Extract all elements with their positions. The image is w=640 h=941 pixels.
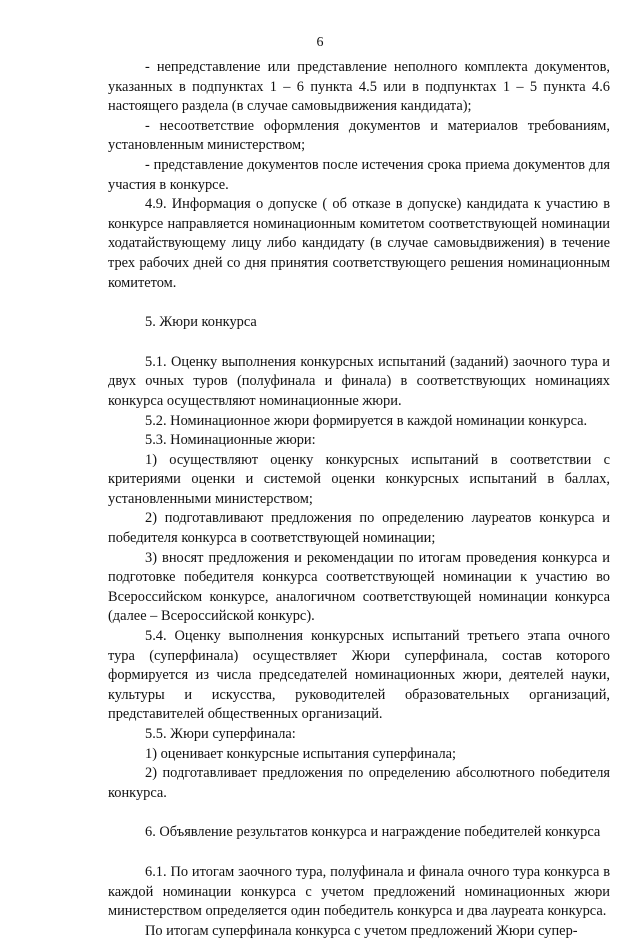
paragraph: 5.3. Номинационные жюри:: [145, 432, 316, 449]
document-body: [108, 58, 610, 941]
paragraph: 2) подготавливает предложения по определению абсолютного победителя конкурса.: [108, 765, 610, 801]
section-heading: 5. Жюри конкурса: [145, 314, 257, 331]
paragraph: 5.1. Оценку выполнения конкурсных испытаний (заданий) заочного тура и двух очных туров (полуфинала и финала) в соответствующих номинациях конкурса осуществляют номинационные жюри.: [108, 353, 610, 409]
paragraph: 4.9. Информация о допуске ( об отказе в допуске) кандидата к участию в конкурсе направляется номинационным комитетом соответствующей номинации ходатайствующему лицу либо кандидату (в случае самовыдвижения) в течение трех рабочих дней со дня принятия соответствующего решения номинационным комитетом.: [108, 196, 610, 291]
paragraph: 5.4. Оценку выполнения конкурсных испытаний третьего этапа очного тура (суперфинала) осуществляет Жюри суперфинала, состав которого формируется из числа председателей номинационных жюри, деятелей науки, культуры и искусства, руководителей образовательных организаций, представителей общественных организаций.: [108, 628, 610, 723]
paragraph: 2) подготавливают предложения по определению лауреатов конкурса и победителя конкурса в соответствующей номинации;: [108, 510, 610, 547]
spacer: [108, 333, 610, 353]
spacer: [108, 293, 610, 313]
paragraph: 3) вносят предложения и рекомендации по итогам проведения конкурса и подготовке победителя конкурса соответствующей номинации к участию во Всероссийском конкурсе, аналогичном соответствующей номинации конкурса (далее – Всероссийской конкурс).: [108, 549, 610, 625]
paragraph: 1) осуществляют оценку конкурсных испытаний в соответствии с критериями оценки и системой оценки конкурсных испытаний в баллах, установленными министерством;: [108, 451, 610, 507]
paragraph: 5.5. Жюри суперфинала:: [145, 726, 296, 742]
paragraph: 6.1. По итогам заочного тура, полуфинала и финала очного тура конкурса в каждой номинации конкурса с учетом предложений номинационных жюри министерством определяется один победитель конкурса и два лауреата конкурса.: [108, 863, 610, 920]
page-number: 6: [316, 35, 324, 50]
spacer: [108, 803, 610, 823]
paragraph: По итогам суперфинала конкурса с учетом предложений Жюри супер-: [145, 922, 578, 939]
section-heading: 6. Объявление результатов конкурса и награждение победителей конкурса: [145, 824, 601, 841]
paragraph: 5.2. Номинационное жюри формируется в каждой номинации конкурса.: [145, 412, 588, 429]
paragraph: - представление документов после истечения срока приема документов для участия в конкурсе.: [108, 156, 610, 193]
spacer: [108, 843, 610, 863]
paragraph: - непредставление или представление неполного комплекта документов, указанных в подпунктах 1 – 6 пункта 4.5 или в подпунктах 1 – 5 пункта 4.6 настоящего раздела (в случае самовыдвижения кандидата);: [108, 59, 610, 115]
paragraph: 1) оценивает конкурсные испытания суперфинала;: [145, 745, 457, 762]
paragraph: - несоответствие оформления документов и материалов требованиям, установленным министерством;: [108, 117, 610, 154]
